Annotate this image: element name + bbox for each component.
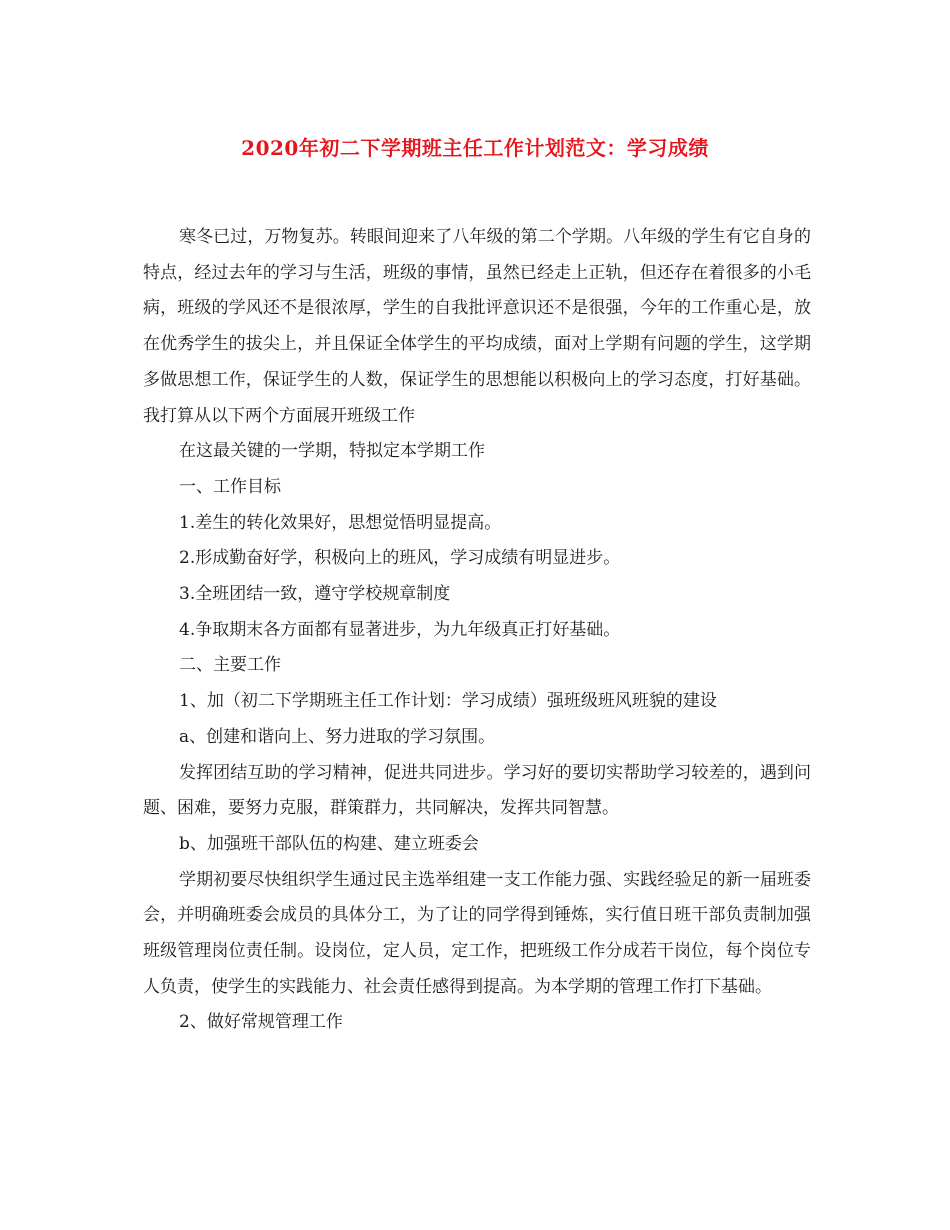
paragraph-mutual-help: 发挥团结互助的学习精神，促进共同进步。学习好的要切实帮助学习较差的，遇到问题、困难，要努力克服，群策群力，共同解决，发挥共同智慧。 (143, 762, 811, 819)
section-heading-goals: 一、工作目标 (179, 476, 281, 497)
goal-item-4: 4.争取期末各方面都有显著进步，为九年级真正打好基础。 (179, 619, 621, 640)
paragraph-semester-plan: 在这最关键的一学期，特拟定本学期工作 (179, 441, 485, 462)
paragraph-class-committee: 学期初要尽快组织学生通过民主选举组建一支工作能力强、实践经验足的新一届班委会，并明确班委会成员的具体分工，为了让的同学得到锤炼，实行值日班干部负责制加强班级管理岗位责任制。设岗位，定人员，定工作，把班级工作分成若干岗位，每个岗位专人负责，使学生的实践能力、社会责任感得到提高。为本学期的管理工作打下基础。 (143, 869, 811, 997)
goal-item-3: 3.全班团结一致，遵守学校规章制度 (179, 584, 451, 605)
document-body (143, 220, 811, 1041)
work-item-1: 1、加（初二下学期班主任工作计划：学习成绩）强班级班风班貌的建设 (179, 691, 717, 712)
document-title: 2020年初二下学期班主任工作计划范文：学习成绩 (241, 136, 709, 160)
section-heading-main-work: 二、主要工作 (179, 655, 281, 676)
intro-paragraph: 寒冬已过，万物复苏。转眼间迎来了八年级的第二个学期。八年级的学生有它自身的特点，经过去年的学习与生活，班级的事情，虽然已经走上正轨，但还存在着很多的小毛病，班级的学风还不是很浓厚，学生的自我批评意识还不是很强，今年的工作重心是，放在优秀学生的拔尖上，并且保证全体学生的平均成绩，面对上学期有问题的学生，这学期多做思想工作，保证学生的人数，保证学生的思想能以积极向上的学习态度，打好基础。我打算从以下两个方面展开班级工作 (143, 227, 811, 426)
work-item-2: 2、做好常规管理工作 (179, 1012, 343, 1033)
subitem-a: a、创建和谐向上、努力进取的学习氛围。 (179, 726, 496, 747)
goal-item-2: 2.形成勤奋好学，积极向上的班风，学习成绩有明显进步。 (179, 548, 621, 569)
subitem-b: b、加强班干部队伍的构建、建立班委会 (179, 833, 479, 854)
goal-item-1: 1.差生的转化效果好，思想觉悟明显提高。 (179, 512, 502, 533)
